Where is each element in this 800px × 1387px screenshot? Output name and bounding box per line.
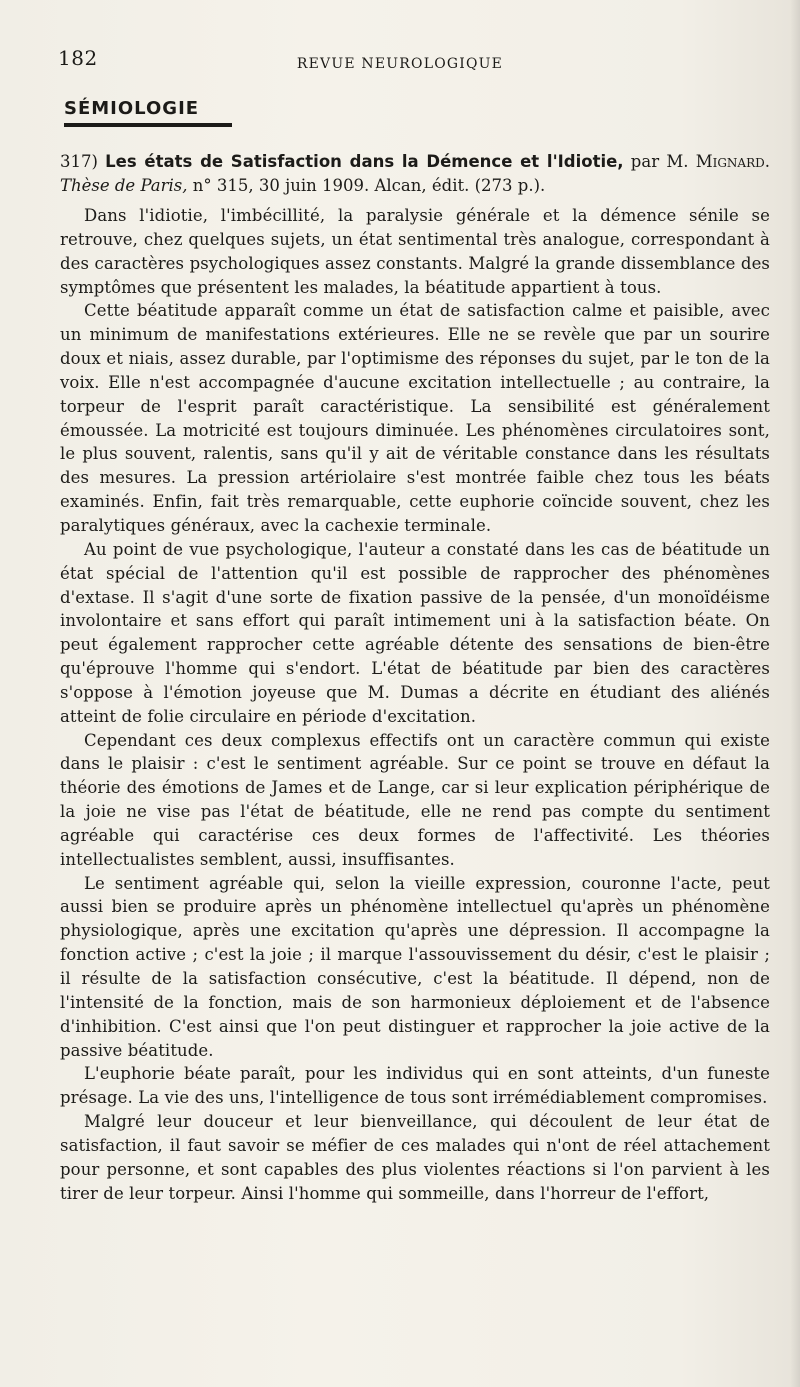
entry-title: Les états de Satisfaction dans la Démence et l'Idiotie, <box>105 152 624 171</box>
paragraph: Cependant ces deux complexus effectifs ont un caractère commun qui existe dans le plaisir : c'est le sentiment agréable. Sur ce point se trouve en défaut la théorie des émotions de James et de Lange, car si leur explication périphérique de la joie ne vise pas l'état de béatitude, elle ne rend pas compte du sentiment agréable qui caractérise ces deux formes de l'affectivité. Les théories intellectualistes semblent, aussi, insuffisantes. <box>60 730 770 869</box>
entry-number: 317) <box>60 152 98 171</box>
page-edge-shadow <box>790 0 800 1387</box>
section-heading: SÉMIOLOGIE <box>64 98 232 127</box>
running-title: REVUE NEUROLOGIQUE <box>296 56 504 72</box>
paragraph: Cette béatitude apparaît comme un état de satisfaction calme et paisible, avec un minimum de manifestations extérieures. Elle ne se revèle que par un sourire doux et niais, assez durable, par l'optimisme des réponses du sujet, par le ton de la voix. Elle n'est accompagnée d'aucune excitation intellectuelle ; au contraire, la torpeur de l'esprit paraît caractéristique. La sensibilité est généralement émoussée. La motricité est toujours diminuée. Les phénomènes circulatoires sont, le plus souvent, ralentis, sans qu'il y ait de véritable constance dans les résultats des mesures. La pression artériolaire s'est montrée faible chez tous les béats examinés. Enfin, fait très remarquable, cette euphorie coïncide souvent, chez les paralytiques généraux, avec la cachexie terminale. <box>60 301 770 535</box>
entry-author: Mignard <box>695 152 765 171</box>
page-number: 182 <box>58 46 98 70</box>
paragraph: Le sentiment agréable qui, selon la vieille expression, couronne l'acte, peut aussi bien se produire après un phénomène intellectuel qu'après un phénomène physiologique, après une excitation qu'après une dépression. Il accompagne la fonction active ; c'est la joie ; il marque l'assouvissement du désir, c'est le plaisir ; il résulte de la satisfaction consécutive, c'est la béatitude. Il dépend, non de l'intensité de la fonction, mais de son harmonieux déploiement et de l'absence d'inhibition. C'est ainsi que l'on peut distinguer et rapprocher la joie active de la passive béatitude. <box>60 873 770 1060</box>
entry-details: n° 315, 30 juin 1909. Alcan, édit. (273 p.). <box>187 176 546 195</box>
entry-thesis: Thèse de Paris, <box>60 176 188 195</box>
paragraph: L'euphorie béate paraît, pour les individus qui en sont atteints, d'un funeste présage. La vie des uns, l'intelligence de tous sont irrémédiablement compromises. <box>60 1064 770 1108</box>
paragraph: Au point de vue psychologique, l'auteur a constaté dans les cas de béatitude un état spécial de l'attention qu'il est possible de rapprocher des phénomènes d'extase. Il s'agit d'une sorte de fixation passive de la pensée, d'un monoïdéisme involontaire et sans effort qui paraît intimement uni à la satisfaction béate. On peut également rapprocher cette agréable détente des sensations de bien-être qu'éprouve l'homme qui s'endort. L'état de béatitude par bien des caractères s'oppose à l'émotion joyeuse que M. Dumas a décrite en étudiant des aliénés atteint de folie circulaire en période d'excitation. <box>60 539 770 726</box>
paragraph: Dans l'idiotie, l'imbécillité, la paralysie générale et la démence sénile se retrouve, chez quelques sujets, un état sentimental très analogue, correspondant à des caractères psychologiques assez constants. Malgré la grande dissemblance des symptômes que présentent les malades, la béatitude appartient à tous. <box>60 206 770 297</box>
entry-body <box>60 204 770 1205</box>
entry-by: par M. <box>623 152 696 171</box>
entry-citation: 317) Les états de Satisfaction dans la Démence et l'Idiotie, par M. Mignard. Thèse de Paris, n° 315, 30 juin 1909. Alcan, édit. (273 p.). <box>60 152 770 195</box>
review-entry <box>60 150 770 1205</box>
paragraph: Malgré leur douceur et leur bienveillance, qui découlent de leur état de satisfaction, il faut savoir se méfier de ces malades qui n'ont de réel attachement pour personne, et sont capables des plus violentes réactions si l'on parvient à les tirer de leur torpeur. Ainsi l'homme qui sommeille, dans l'horreur de l'effort, <box>60 1112 770 1203</box>
